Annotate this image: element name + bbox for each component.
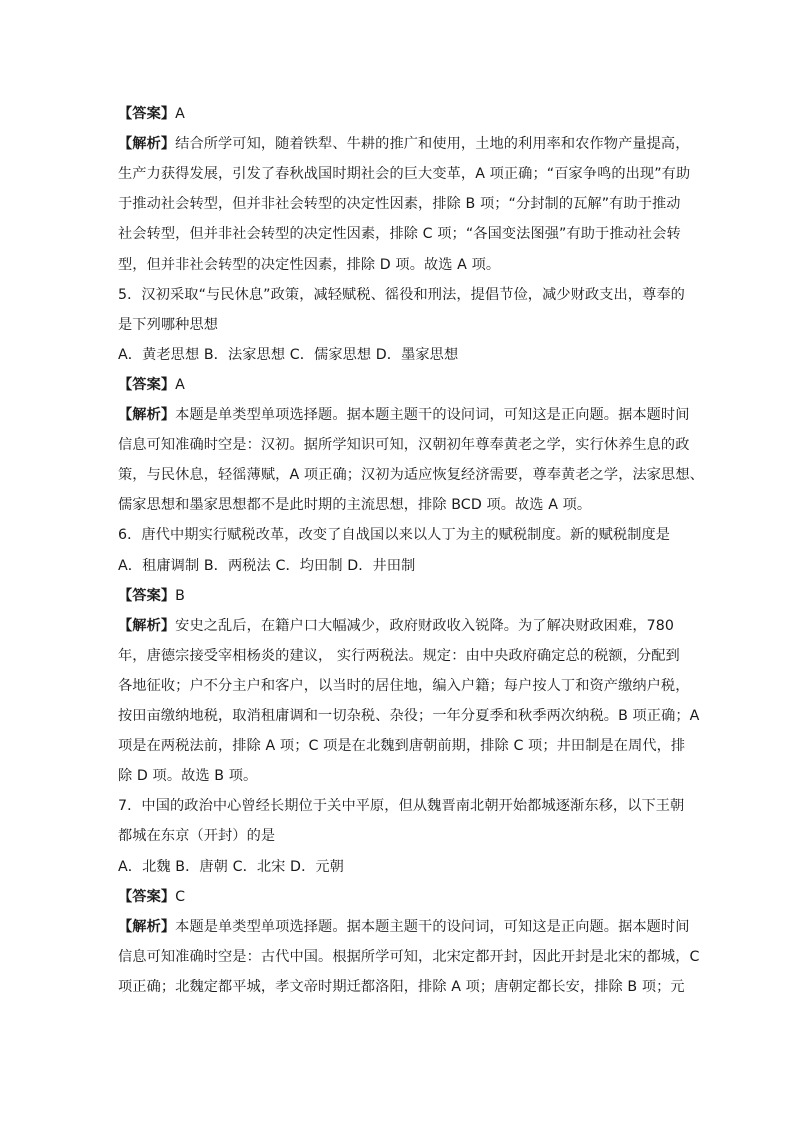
line-text: A．北魏 B．唐朝 C．北宋 D．元朝: [118, 858, 344, 875]
text-line: [118, 826, 275, 846]
line-text: 都城在东京（开封）的是: [118, 828, 276, 845]
line-text: B: [175, 587, 185, 604]
line-text: A．租庸调制 B．两税法 C．均田制 D．井田制: [118, 557, 416, 574]
text-line: [118, 556, 415, 576]
answer-line: [118, 887, 185, 907]
text-line: [118, 164, 690, 184]
text-line: [118, 194, 681, 214]
analysis-line: [118, 405, 690, 425]
answer-tag: 【答案】: [118, 106, 176, 122]
text-line: [118, 315, 218, 335]
line-text: 本题是单类型单项选择题。据本题主题干的设问词，可知这是正向题。据本题时间: [175, 407, 690, 423]
line-text: 7．中国的政治中心曾经长期位于关中平原，但从魏晋南北朝开始都城逐渐东移，以下王朝: [118, 798, 685, 815]
line-text: 按田亩缴纳地税，取消租庸调和一切杂税、杂役；一年分夏季和秋季两次纳税。B 项正确；A: [118, 708, 700, 724]
analysis-tag: 【解析】: [118, 617, 176, 634]
line-text: C: [175, 888, 186, 905]
line-text: 型，但并非社会转型的决定性因素，排除 D 项。故选 A 项。: [118, 256, 501, 273]
analysis-line: [118, 616, 674, 636]
text-line: [118, 345, 458, 365]
line-text: A: [175, 376, 185, 393]
text-line: [118, 706, 699, 726]
answer-line: [118, 104, 185, 124]
line-text: 5．汉初采取“与民休息”政策，减轻赋税、徭役和刑法，提倡节俭，减少财政支出，尊奉的: [118, 286, 685, 303]
line-text: 社会转型，但并非社会转型的决定性因素，排除 C 项；“各国变法图强”有助于推动社会转: [118, 226, 681, 243]
text-line: [118, 465, 704, 485]
text-line: [118, 857, 344, 877]
analysis-line: [118, 134, 690, 154]
line-text: 项是在两税法前，排除 A 项；C 项是在北魏到唐朝前期，排除 C 项；井田制是在周代，排: [118, 738, 686, 755]
line-text: 各地征收；户不分主户和客户，以当时的居住地，编入户籍；每户按人丁和资产缴纳户税，: [118, 677, 690, 694]
answer-line: [118, 586, 185, 606]
line-text: 项正确；北魏定都平城，孝文帝时期迁都洛阳，排除 A 项；唐朝定都长安，排除 B 项；元: [118, 978, 685, 995]
line-text: 除 D 项。故选 B 项。: [118, 768, 258, 785]
text-line: [118, 525, 670, 545]
line-text: A．黄老思想 B．法家思想 C．儒家思想 D．墨家思想: [118, 346, 459, 363]
line-text: 本题是单类型单项选择题。据本题主题干的设问词，可知这是正向题。据本题时间: [175, 918, 690, 935]
line-text: 安史之乱后，在籍户口大幅减少，政府财政收入锐降。为了解决财政困难，780: [175, 617, 675, 634]
text-line: [118, 255, 500, 275]
text-line: [118, 736, 685, 756]
line-text: 年，唐德宗接受宰相杨炎的建议， 实行两税法。规定：由中央政府确定总的税额，分配到: [118, 647, 680, 664]
line-text: 信息可知准确时空是：古代中国。根据所学可知，北宋定都开封，因此开封是北宋的都城，C: [118, 948, 700, 965]
text-line: [118, 676, 690, 696]
line-text: 策，与民休息，轻徭薄赋，A 项正确；汉初为适应恢复经济需要，尊奉黄老之学，法家思想、: [118, 467, 704, 484]
text-line: [118, 646, 680, 666]
analysis-tag: 【解析】: [118, 407, 176, 423]
analysis-tag: 【解析】: [118, 918, 176, 935]
line-text: 生产力获得发展，引发了春秋战国时期社会的巨大变革，A 项正确；“百家争鸣的出现”有助: [118, 166, 691, 183]
answer-tag: 【答案】: [118, 888, 176, 905]
line-text: 6．唐代中期实行赋税改革，改变了自战国以来以人丁为主的赋税制度。新的赋税制度是: [118, 527, 671, 544]
text-line: [118, 977, 685, 997]
text-line: [118, 224, 681, 244]
text-line: [118, 435, 690, 455]
line-text: 结合所学可知，随着铁犁、牛耕的推广和使用，土地的利用率和农作物产量提高，: [175, 136, 690, 153]
analysis-tag: 【解析】: [118, 136, 176, 153]
answer-tag: 【答案】: [118, 376, 176, 393]
text-line: [118, 285, 685, 305]
line-text: A: [175, 106, 185, 122]
analysis-line: [118, 917, 690, 937]
text-line: [118, 766, 257, 786]
text-line: [118, 796, 684, 816]
line-text: 信息可知准确时空是：汉初。据所学知识可知，汉朝初年尊奉黄老之学，实行休养生息的政: [118, 437, 690, 454]
text-line: [118, 947, 700, 967]
line-text: 是下列哪种思想: [118, 316, 219, 333]
answer-line: [118, 375, 185, 395]
line-text: 于推动社会转型，但并非社会转型的决定性因素，排除 B 项；“分封制的瓦解”有助于推动: [118, 196, 681, 213]
answer-tag: 【答案】: [118, 587, 176, 604]
text-line: [118, 495, 591, 515]
line-text: 儒家思想和墨家思想都不是此时期的主流思想，排除 BCD 项。故选 A 项。: [118, 497, 592, 514]
